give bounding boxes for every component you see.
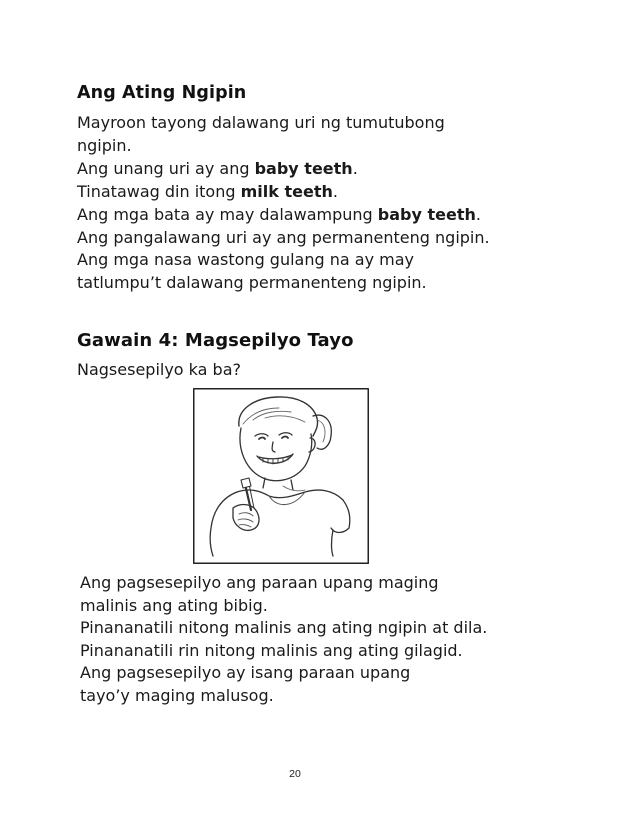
paragraph-line: Pinananatili rin nitong malinis ang ating gilagid. xyxy=(80,640,463,660)
paragraph-line: tayo’y maging malusog. xyxy=(80,685,274,705)
line-text: . xyxy=(332,181,338,201)
line-text: . xyxy=(352,158,358,178)
bold-term: milk teeth xyxy=(240,181,333,201)
paragraph-line xyxy=(77,158,490,181)
paragraph-line: Ang pangalawang uri ay ang permanenteng ngipin. xyxy=(77,227,490,247)
section-title-gawain-4: Gawain 4: Magsepilyo Tayo xyxy=(77,330,354,351)
paragraph-teeth-types xyxy=(77,112,490,295)
bold-term: baby teeth xyxy=(254,158,353,178)
line-text: Ang mga bata ay may dalawampung xyxy=(77,204,378,224)
paragraph-line: Mayroon tayong dalawang uri ng tumutubong xyxy=(77,113,445,132)
section-title-ang-ating-ngipin: Ang Ating Ngipin xyxy=(77,83,247,103)
paragraph-line: tatlumpu’t dalawang permanenteng ngipin. xyxy=(77,273,427,293)
girl-brushing-teeth-illustration xyxy=(193,388,369,564)
paragraph-line: Ang mga nasa wastong gulang na ay may xyxy=(77,250,414,270)
paragraph-line: ngipin. xyxy=(77,135,132,155)
question-text: Nagsesepilyo ka ba? xyxy=(77,360,242,379)
paragraph-line: Ang pagsesepilyo ay isang paraan upang xyxy=(80,663,411,683)
paragraph-line: Ang pagsesepilyo ang paraan upang maging xyxy=(80,573,439,592)
page-number: 20 xyxy=(289,768,301,780)
paragraph-line xyxy=(77,181,490,204)
paragraph-brushing xyxy=(80,572,487,708)
bold-term: baby teeth xyxy=(377,204,476,224)
line-text: . xyxy=(475,204,481,224)
paragraph-line: malinis ang ating bibig. xyxy=(80,595,268,615)
line-text: Tinatawag din itong xyxy=(77,181,241,201)
paragraph-line: Pinananatili nitong malinis ang ating ngipin at dila. xyxy=(80,618,488,638)
paragraph-line xyxy=(77,204,490,227)
line-text: Ang unang uri ay ang xyxy=(77,158,255,178)
